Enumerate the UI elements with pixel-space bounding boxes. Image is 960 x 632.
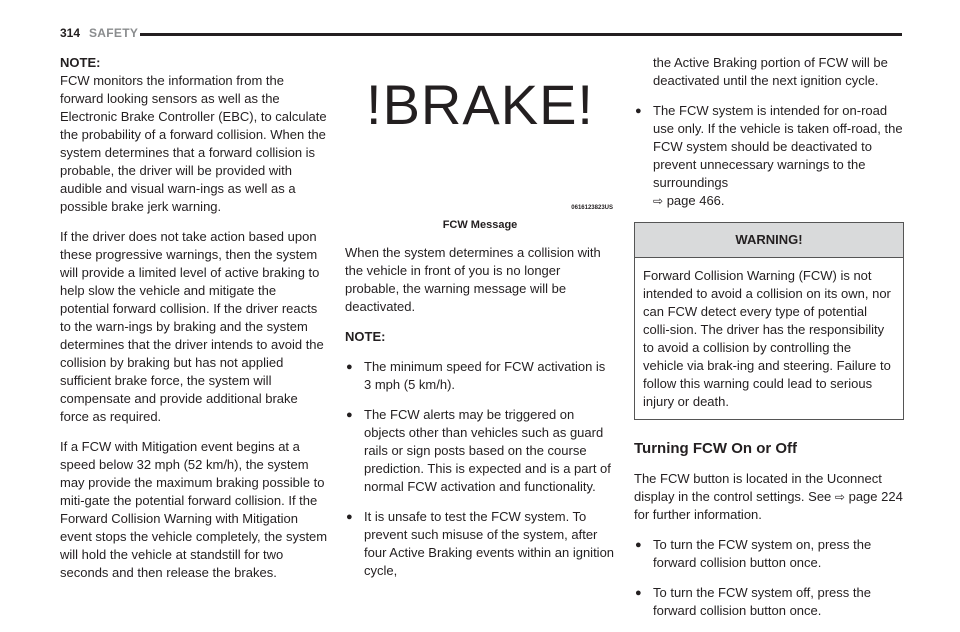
bullet-icon: ● bbox=[635, 105, 642, 117]
bullet-icon: ● bbox=[346, 409, 353, 421]
list-item bbox=[634, 102, 904, 210]
column-left bbox=[60, 54, 328, 594]
note-text: FCW monitors the information from the forward looking sensors as well as the Electronic Brake Controller (EBC), to calculate the probability of a forward collision. When the system determines that a forward collision is probable, the driver will be provided with audible and visual warn-ings as well as a possible brake jerk warning. bbox=[60, 73, 327, 214]
figure-code: 0616123823US bbox=[571, 205, 613, 211]
list-item-text: To turn the FCW system on, press the forward collision button once. bbox=[653, 537, 872, 570]
list-item-text: The FCW alerts may be triggered on objects other than vehicles such as guard rails or sign posts based on the course prediction. This is expected and is a part of normal FCW activation and functionality. bbox=[364, 407, 611, 494]
list-item-text: The minimum speed for FCW activation is 3 mph (5 km/h). bbox=[364, 359, 606, 392]
warning-title: WARNING! bbox=[635, 223, 903, 258]
section-heading: Turning FCW On or Off bbox=[634, 440, 798, 457]
warning-text: Forward Collision Warning (FCW) is not intended to avoid a collision on its own, nor can FCW detect every type of potential colli-sion. The driver has the responsibility to avoid a collision by controlling the vehicle via brak-ing and steering. Failure to follow this warning could lead to serious injury or death. bbox=[643, 268, 891, 409]
fcw-usage-list bbox=[634, 102, 904, 210]
list-item bbox=[634, 584, 904, 620]
bullet-continuation: the Active Braking portion of FCW will be deactivated until the next ignition cycle. bbox=[653, 55, 888, 88]
toggle-instructions-list bbox=[634, 536, 904, 620]
warning-box bbox=[634, 222, 904, 420]
page-ref-arrow-icon: ⇨ bbox=[653, 194, 664, 208]
page-header bbox=[60, 26, 902, 46]
page-ref-link[interactable]: page 466. bbox=[666, 193, 725, 208]
list-item bbox=[345, 358, 615, 394]
note-list bbox=[345, 358, 615, 580]
list-item bbox=[345, 508, 615, 580]
list-item bbox=[345, 406, 615, 496]
paragraph-deactivation: When the system determines a collision with the vehicle in front of you is no longer probable, the warning message will be deactivated. bbox=[345, 245, 601, 314]
section-title: SAFETY bbox=[89, 26, 139, 40]
list-item bbox=[634, 536, 904, 572]
note-label: NOTE: bbox=[60, 55, 101, 70]
bullet-icon: ● bbox=[635, 587, 642, 599]
paragraph-text: The FCW button is located in the Uconnect display in the control settings. See bbox=[634, 471, 882, 504]
list-item-text: To turn the FCW system off, press the forward collision button once. bbox=[653, 585, 871, 618]
column-middle bbox=[345, 54, 615, 592]
list-item-text: It is unsafe to test the FCW system. To prevent such misuse of the system, after four Active Braking events within an ignition cycle, bbox=[364, 509, 615, 578]
figure-caption: FCW Message bbox=[442, 219, 518, 231]
page-number: 314 bbox=[60, 26, 81, 40]
page-ref-arrow-icon: ⇨ bbox=[834, 490, 845, 504]
note-label: NOTE: bbox=[345, 329, 386, 344]
paragraph-active-braking: If the driver does not take action based upon these progressive warnings, then the system will provide a limited level of active braking to help slow the vehicle and mitigate the potential forward collision. If the driver reacts to the warn-ings by braking and the system determines that the driver intends to avoid the collision by braking but has not applied sufficient brake force, the system will compensate and provide additional brake force as required. bbox=[60, 229, 324, 424]
brake-warning-graphic: !BRAKE! bbox=[366, 73, 594, 136]
list-item-text: The FCW system is intended for on-road use only. If the vehicle is taken off-road, the FCW system should be deactivated to prevent unnecessary warnings to the surroundings bbox=[653, 103, 903, 190]
paragraph-mitigation: If a FCW with Mitigation event begins at a speed below 32 mph (52 km/h), the system may provide the maximum braking possible to miti-gate the potential forward collision. If the Forward Collision Warning with Mitigation event stops the vehicle completely, the system will hold the vehicle at standstill for two seconds and then release the brakes. bbox=[60, 439, 328, 580]
column-right bbox=[634, 54, 904, 632]
bullet-icon: ● bbox=[635, 539, 642, 551]
page-ref-link[interactable]: page 224 bbox=[848, 489, 903, 504]
paragraph-text: for further information. bbox=[634, 507, 762, 522]
fcw-message-figure bbox=[345, 54, 615, 231]
bullet-icon: ● bbox=[346, 361, 353, 373]
header-rule bbox=[140, 33, 902, 36]
bullet-icon: ● bbox=[346, 511, 353, 523]
paragraph-button-location bbox=[634, 470, 904, 524]
